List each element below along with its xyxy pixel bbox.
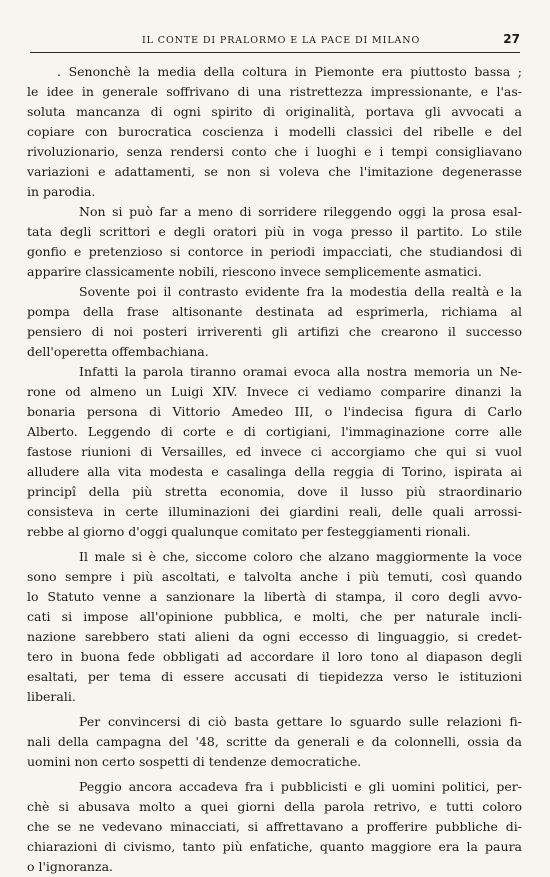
text-line: bonaria persona di Vittorio Amedeo III, o l'indecisa figura di Carlo bbox=[27, 404, 522, 419]
text-line: esaltati, per tema di essere accusati di tiepidezza verso le istituzioni bbox=[27, 669, 522, 684]
text-line: chè si abusava molto a quei giorni della parola retrivo, e tutti coloro bbox=[27, 799, 522, 814]
paragraph bbox=[27, 202, 522, 282]
text-line: Il male si è che, siccome coloro che alzano maggiormente la voce bbox=[79, 549, 522, 564]
text-line: apparire classicamente nobili, riescono invece semplicemente asmatici. bbox=[27, 264, 482, 279]
page-number: 27 bbox=[503, 32, 520, 46]
paragraph bbox=[27, 282, 522, 362]
text-line: rivoluzionario, senza rendersi conto che i luoghi e i tempi consigliavano bbox=[27, 144, 522, 159]
text-line: rone od almeno un Luigi XIV. Invece ci vediamo comparire dinanzi la bbox=[27, 384, 522, 399]
text-line: liberali. bbox=[27, 689, 76, 704]
text-line: nali della campagna del '48, scritte da generali e da colonnelli, ossia da bbox=[27, 734, 522, 749]
text-line: uomini non certo sospetti di tendenze democratiche. bbox=[27, 754, 362, 769]
text-line: che se ne vedevano minacciati, si affrettavano a profferire pubbliche di- bbox=[27, 819, 522, 834]
text-line: tero in buona fede obbligati ad accordare il loro tono al diapason degli bbox=[27, 649, 522, 664]
paragraph bbox=[27, 712, 522, 772]
text-line: pompa della frase altisonante destinata ad esprimerla, richiama al bbox=[27, 304, 522, 319]
paragraph bbox=[27, 547, 522, 707]
text-line: sono sempre i più ascoltati, e talvolta anche i più temuti, così quando bbox=[27, 569, 522, 584]
running-head bbox=[30, 32, 520, 53]
text-line: soluta mancanza di ogni spirito di originalità, portava gli avvocati a bbox=[27, 104, 522, 119]
text-line: Per convincersi di ciò basta gettare lo sguardo sulle relazioni fi- bbox=[79, 714, 522, 729]
text-line: alludere alla vita modesta e casalinga della reggia di Torino, ispirata ai bbox=[27, 464, 522, 479]
text-line: chiarazioni di civismo, tanto più enfatiche, quanto maggiore era la paura bbox=[27, 839, 522, 854]
text-line: consisteva in certe illuminazioni dei giardini reali, delle quali arrossi- bbox=[27, 504, 522, 519]
text-line: Peggio ancora accadeva fra i pubblicisti e gli uomini politici, per- bbox=[79, 779, 522, 794]
text-line: Non si può far a meno di sorridere rileggendo oggi la prosa esal- bbox=[79, 204, 522, 219]
paragraph bbox=[27, 777, 522, 877]
text-line: dell'operetta offembachiana. bbox=[27, 344, 209, 359]
paragraph bbox=[27, 362, 522, 542]
text-line: fastose riunioni di Versailles, ed invece ci accorgiamo che qui si vuol bbox=[27, 444, 522, 459]
text-line: variazioni e adattamenti, se non si voleva che l'imitazione degenerasse bbox=[27, 164, 522, 179]
text-line: rebbe al giorno d'oggi qualunque comitato per festeggiamenti rionali. bbox=[27, 524, 471, 539]
text-line: principî della più stretta economia, dove il lusso più straordinario bbox=[27, 484, 522, 499]
text-line: le idee in generale soffrivano di una ristrettezza impressionante, e l'as- bbox=[27, 84, 522, 99]
text-line: nazione sarebbero stati alieni da ogni eccesso di linguaggio, si credet- bbox=[27, 629, 522, 644]
text-line: copiare con burocratica coscienza i modelli classici del ribelle e del bbox=[27, 124, 522, 139]
text-line: pensiero di noi posteri irriverenti gli artifizi che crearono il successo bbox=[27, 324, 522, 339]
text-line: in parodia. bbox=[27, 184, 96, 199]
paragraph bbox=[27, 62, 522, 202]
text-line: Sovente poi il contrasto evidente fra la modestia della realtà e la bbox=[79, 284, 522, 299]
body-text bbox=[27, 62, 522, 877]
text-line: gonfio e pretenzioso si contorce in periodi impacciati, che studiandosi di bbox=[27, 244, 522, 259]
text-line: Infatti la parola tiranno oramai evoca alla nostra memoria un Ne- bbox=[79, 364, 522, 379]
text-line: tata degli scrittori e degli oratori più in voga presso il partito. Lo stile bbox=[27, 224, 522, 239]
text-line: lo Statuto venne a sanzionare la libertà di stampa, il coro degli avvo- bbox=[27, 589, 522, 604]
text-line: . Senonchè la media della coltura in Piemonte era piuttosto bassa ; bbox=[57, 64, 522, 79]
text-line: cati si impose all'opinione pubblica, e molti, che per naturale incli- bbox=[27, 609, 522, 624]
text-line: Alberto. Leggendo di corte e di cortigiani, l'immaginazione corre alle bbox=[27, 424, 522, 439]
text-line: o l'ignoranza. bbox=[27, 859, 113, 874]
running-head-title: IL CONTE DI PRALORMO E LA PACE DI MILANO bbox=[142, 35, 421, 46]
